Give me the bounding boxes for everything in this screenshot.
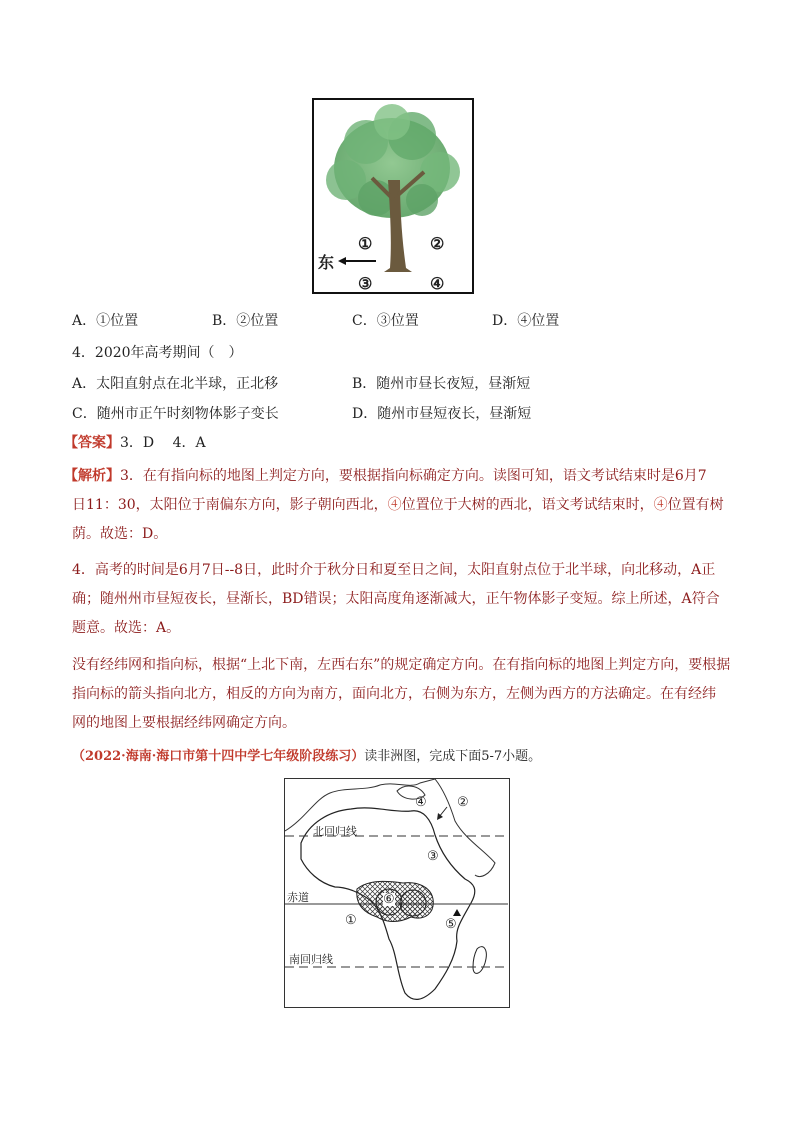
analysis-line-1: 【解析】3．在有指向标的地图上判定方向，要根据指向标确定方向。读图可知，语文考试结束时是6月7	[64, 468, 707, 484]
analysis-line-9: 网的地图上要根据经纬网确定方向。	[72, 715, 296, 731]
marker-4: ④	[415, 795, 427, 810]
q3-option-b: B．②位置	[212, 313, 279, 329]
q4-option-a: A．太阳直射点在北半球，正北移	[72, 376, 279, 392]
east-label: 东	[318, 253, 335, 272]
q3-option-a: A．①位置	[72, 313, 139, 329]
section-header	[72, 747, 541, 766]
q3-option-d: D．④位置	[492, 313, 560, 329]
tree-direction-figure	[312, 98, 474, 294]
answer-label: 【答案】	[64, 435, 120, 451]
marker-6: ⑥	[383, 892, 395, 907]
marker-1: ①	[345, 913, 357, 928]
mountain-marker	[453, 909, 461, 916]
analysis-line-5: 确；随州州市昼短夜长，昼渐长，BD错误；太阳高度角逐渐减大，正午物体影子变短。综上所述，A符合	[72, 591, 720, 607]
africa-map	[284, 778, 510, 1008]
asia-coast	[435, 779, 495, 877]
position-3: ③	[358, 274, 373, 293]
madagascar	[473, 947, 486, 974]
position-4: ④	[430, 274, 445, 293]
africa-map-svg	[285, 779, 508, 1006]
q4-option-c: C．随州市正午时刻物体影子变长	[72, 406, 279, 422]
answer-line	[64, 434, 206, 453]
analysis-line-7: 没有经纬网和指向标，根据“上北下南，左西右东”的规定确定方向。在有指向标的地图上判定方向，要根据	[72, 657, 731, 673]
equator-label: 赤道	[287, 891, 309, 904]
tropic-of-capricorn-label: 南回归线	[289, 953, 333, 966]
q3-option-c: C．③位置	[352, 313, 419, 329]
analysis-line-6: 题意。故选：A。	[72, 620, 181, 636]
section-source: （2022·海南·海口市第十四中学七年级阶段练习）	[72, 749, 365, 764]
marker-2: ②	[457, 795, 469, 810]
marker-5: ⑤	[445, 917, 457, 932]
q4-option-b: B．随州市昼长夜短，昼渐短	[352, 376, 531, 392]
position-2: ②	[430, 234, 445, 253]
analysis-line-3: 荫。故选：D。	[72, 526, 168, 542]
analysis-line-2: 日11：30，太阳位于南偏东方向，影子朝向西北，④位置位于大树的西北，语文考试结束时，④位置有树	[72, 497, 724, 513]
analysis-line-4: 4．高考的时间是6月7日--8日，此时介于秋分日和夏至日之间，太阳直射点位于北半球，向北移动，A正	[72, 562, 716, 578]
analysis-label: 【解析】	[64, 468, 120, 484]
analysis-line-8: 指向标的箭头指向北方，相反的方向为南方，面向北方，右侧为东方，左侧为西方的方法确定。在有经纬	[72, 686, 716, 702]
marker-3: ③	[427, 849, 439, 864]
q4-stem: 4．2020年高考期间（ ）	[72, 345, 243, 361]
tree-illustration	[314, 100, 471, 291]
section-instruction: 读非洲图，完成下面5-7小题。	[364, 749, 542, 764]
position-1: ①	[358, 234, 373, 253]
tropic-of-cancer-label: 北回归线	[313, 825, 357, 838]
answer-text: 3．D 4．A	[120, 435, 206, 451]
q4-option-d: D．随州市昼短夜长，昼渐短	[352, 406, 532, 422]
